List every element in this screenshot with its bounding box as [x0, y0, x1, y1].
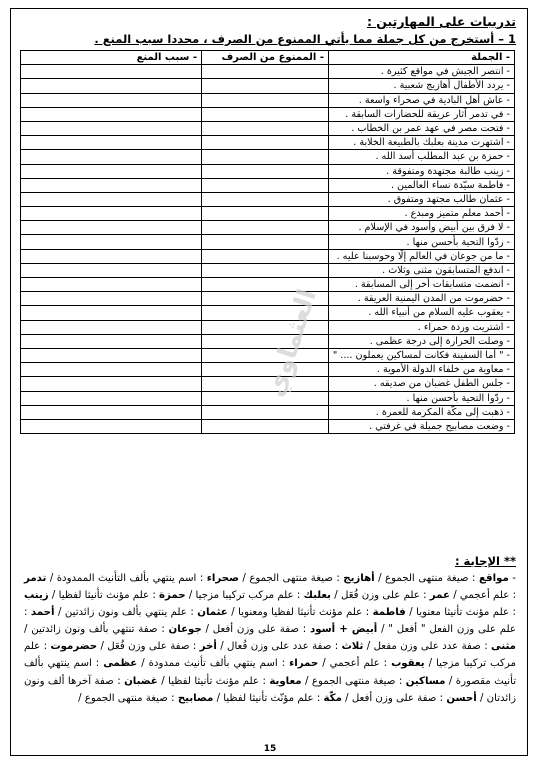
table-row	[21, 320, 515, 334]
sentence-cell: - اندفع المتسابقون مثنى وثلاث .	[329, 263, 515, 277]
answer-term: أخر	[199, 641, 217, 653]
table-row	[21, 136, 515, 150]
sentence-cell: - ردّوا التحية بأحسن منها .	[329, 235, 515, 249]
reason-cell[interactable]	[21, 292, 202, 306]
answer-reason: صفة عدد على وزن فُعال	[227, 641, 332, 653]
reason-cell[interactable]	[21, 278, 202, 292]
answer-reason: علم مركب تركيبا مزجيا	[24, 641, 516, 670]
table-row	[21, 150, 515, 164]
answer-term: يعقوب	[391, 658, 425, 670]
sentence-cell: - اشتريت وردة حمراء .	[329, 320, 515, 334]
forbidden-cell[interactable]	[202, 178, 329, 192]
reason-cell[interactable]	[21, 79, 202, 93]
answer-reason: علم ينتهي بألف ونون زائدتين	[64, 607, 187, 619]
table-row	[21, 419, 515, 433]
answer-term: أهازيج	[343, 573, 375, 584]
forbidden-cell[interactable]	[202, 164, 329, 178]
sentence-cell: - فاطمة سيّدة نساء العالمين .	[329, 178, 515, 192]
forbidden-cell[interactable]	[202, 121, 329, 135]
reason-cell[interactable]	[21, 363, 202, 377]
sentence-cell: - اشتهرت مدينة بعلبك بالطبيعة الخلابة .	[329, 136, 515, 150]
table-row	[21, 192, 515, 206]
reason-cell[interactable]	[21, 178, 202, 192]
answer-term: أحمد	[30, 607, 55, 619]
answer-reason: صيغة منتهى الجموع	[249, 573, 333, 584]
reason-cell[interactable]	[21, 235, 202, 249]
sentence-cell: - وضعت مصابيح جميلة في غرفتي .	[329, 419, 515, 433]
answer-term: أحسن	[446, 692, 477, 704]
table-row	[21, 292, 515, 306]
reason-cell[interactable]	[21, 320, 202, 334]
answer-reason: اسم ينتهي بألف تأنيث ممدودة	[148, 658, 278, 670]
forbidden-cell[interactable]	[202, 235, 329, 249]
table-row	[21, 107, 515, 121]
answer-reason: صفة على وزن أفعل	[351, 692, 437, 704]
answer-reason: صيغة منتهى الجموع	[385, 573, 469, 584]
reason-cell[interactable]	[21, 107, 202, 121]
table-row	[21, 249, 515, 263]
answer-term: ثلاث	[341, 641, 364, 653]
answer-term: جوعان	[168, 624, 202, 636]
answer-term: مثنى	[491, 641, 516, 653]
reason-cell[interactable]	[21, 121, 202, 135]
answer-reason: اسم ينتهي بألف تأنيث مقصورة	[24, 658, 517, 687]
answer-reason: صفة عدد على وزن مفعل	[373, 641, 481, 653]
reason-cell[interactable]	[21, 419, 202, 433]
forbidden-cell[interactable]	[202, 107, 329, 121]
sentence-cell: - " أما السفينة فكانت لمساكين يعملون .... "	[329, 348, 515, 362]
forbidden-cell[interactable]	[202, 192, 329, 206]
answer-reason: صفة آخرها ألف ونون زائدتان	[24, 675, 516, 704]
table-row	[21, 263, 515, 277]
page-number: 15	[263, 744, 277, 754]
answer-reason: صفة على وزن فُعَل	[107, 641, 190, 653]
answer-text: - مواقع : صيغة منتهى الجموع / أهازيج : صيغة منتهى الجموع / صحراء : اسم ينتهي بألف التأنيث الممدودة / تدمر : علم أعجمي / عمر : علم على وزن فُعَل / بعلبك : علم مركب تركيبا مزجيا / حمزة : علم مؤنث تأنيثا لفظيا / زينب : علم مؤنث تأنيثا معنويا / فاطمة : علم مؤنث تأنيثا لفظيا ومعنويا / عثمان : علم ينتهي بألف ونون زائدتين / أحمد : علم على وزن الفعل " أفعل " / أبيض + أسود : صفة على وزن أفعل / جوعان : صفة تنتهي بألف ونون زائدتين / مثنى : صفة عدد على وزن مفعل / ثلاث : صفة عدد على وزن فُعال / أخر : صفة على وزن فُعَل / حضرموت : علم مركب تركيبا مزجيا / يعقوب : علم أعجمي / حمراء : اسم ينتهي بألف تأنيث ممدودة / عظمى : اسم ينتهي بألف تأنيث مقصورة / مساكين : صيغة منتهى الجموع / معاوية : علم مؤنث تأنيثا لفظيا / غضبان : صفة آخرها ألف ونون زائدتان / أحسن : صفة على وزن أفعل / مكّة : علم مؤنّث تأنيثا لفظيا / مصابيح : صيغة منتهى الجموع /	[24, 573, 517, 704]
answer-term: مساكين	[405, 675, 446, 687]
sentence-cell: - لا فرق بين أبيض وأسود في الإسلام .	[329, 221, 515, 235]
sentence-cell: - انضمت متسابقات أخر إلى المسابقة .	[329, 278, 515, 292]
answer-reason: صفة تنتهي بألف ونون زائدتين	[31, 624, 158, 636]
answer-reason: علم أعجمي	[459, 590, 510, 602]
forbidden-cell[interactable]	[202, 93, 329, 107]
answer-reason: علم على وزن فُعَل	[341, 590, 420, 602]
forbidden-cell[interactable]	[202, 263, 329, 277]
table-row	[21, 405, 515, 419]
reason-cell[interactable]	[21, 192, 202, 206]
question-text: 1 – أستخرج من كل جملة مما يأتي الممنوع من الصرف ، محددا سبب المنع .	[94, 32, 516, 46]
sentence-cell: - جلس الطفل غضبان من صديقه .	[329, 377, 515, 391]
header-sentence: - الجملة	[329, 51, 515, 65]
table-row	[21, 178, 515, 192]
forbidden-cell[interactable]	[202, 136, 329, 150]
sentence-cell: - في تدمر آثار عريقة للحضارات السابقة .	[329, 107, 515, 121]
reason-cell[interactable]	[21, 207, 202, 221]
forbidden-cell[interactable]	[202, 419, 329, 433]
reason-cell[interactable]	[21, 93, 202, 107]
answer-term: بعلبك	[303, 590, 332, 602]
reason-cell[interactable]	[21, 391, 202, 405]
table-row	[21, 207, 515, 221]
reason-cell[interactable]	[21, 377, 202, 391]
sentence-cell: - معاوية من خلفاء الدولة الأموية .	[329, 363, 515, 377]
table-row	[21, 164, 515, 178]
answer-reason: علم مركب تركيبا مزجيا	[195, 590, 294, 602]
sentence-cell: - انتصر الجيش في مواقع كثيرة .	[329, 65, 515, 79]
table-row	[21, 348, 515, 362]
table-row	[21, 79, 515, 93]
watermark: العثماوي	[260, 285, 324, 401]
reason-cell[interactable]	[21, 150, 202, 164]
reason-cell[interactable]	[21, 263, 202, 277]
forbidden-cell[interactable]	[202, 405, 329, 419]
table-row	[21, 65, 515, 79]
answer-term: فاطمة	[372, 607, 406, 619]
answer-reason: علم أعجمي	[329, 658, 380, 670]
table-row	[21, 121, 515, 135]
sentence-cell: - فتحت مصر في عهد عمر بن الخطاب .	[329, 121, 515, 135]
answer-term: عظمى	[103, 658, 138, 670]
reason-cell[interactable]	[21, 405, 202, 419]
reason-cell[interactable]	[21, 348, 202, 362]
sentence-cell: - ذهبت إلى مكّة المكرمة للعمرة .	[329, 405, 515, 419]
reason-cell[interactable]	[21, 164, 202, 178]
answer-reason: صيغة منتهى الجموع	[84, 692, 168, 704]
reason-cell[interactable]	[21, 136, 202, 150]
answer-term: صحراء	[206, 573, 239, 584]
reason-cell[interactable]	[21, 306, 202, 320]
answer-term: غضبان	[124, 675, 158, 687]
table-row	[21, 306, 515, 320]
answer-reason: علم مؤنّث تأنيثا لفظيا	[223, 692, 314, 704]
sentence-cell: - يعقوب عليه السلام من أنبياء الله .	[329, 306, 515, 320]
reason-cell[interactable]	[21, 65, 202, 79]
answer-term: معاوية	[269, 675, 302, 687]
answer-reason: اسم ينتهي بألف التأنيث الممدودة	[56, 573, 197, 584]
answer-reason: صيغة منتهى الجموع	[311, 675, 396, 687]
sentence-cell: - يردد الأطفال أهازيج شعبية .	[329, 79, 515, 93]
sentence-cell: - ردّوا التحية بأحسن منها .	[329, 391, 515, 405]
page-heading: تدريبات على المهارتين :	[366, 14, 516, 29]
answer-term: حضرموت	[50, 641, 98, 653]
forbidden-cell[interactable]	[202, 348, 329, 362]
table-row	[21, 235, 515, 249]
header-reason: - سبب المنع	[21, 51, 202, 65]
forbidden-cell[interactable]	[202, 79, 329, 93]
answer-term: أبيض + أسود	[310, 624, 378, 636]
answer-reason: علم مؤنث تأنيثا معنويا	[416, 607, 510, 619]
answer-term: عثمان	[197, 607, 228, 619]
table-row	[21, 93, 515, 107]
table-row	[21, 334, 515, 348]
table-row	[21, 278, 515, 292]
answer-reason: علم مؤنث تأنيثا لفظيا	[168, 675, 260, 687]
reason-cell[interactable]	[21, 249, 202, 263]
answer-term: مكّة	[323, 692, 342, 704]
answer-reason: علم مؤنث تأنيثا لفظيا ومعنويا	[238, 607, 363, 619]
answer-term: مواقع	[478, 573, 509, 584]
sentence-cell: - ما من جوعان في العالم إلّا وحوسبنا عليه .	[329, 249, 515, 263]
answer-term: تدمر	[24, 573, 47, 584]
answer-term: عمر	[429, 590, 450, 602]
answer-term: حمراء	[289, 658, 319, 670]
table-header-row	[21, 51, 515, 65]
sentence-cell: - وصلت الحرارة إلى درجة عظمى .	[329, 334, 515, 348]
sentence-cell: - حضرموت من المدن اليمنية العريقة .	[329, 292, 515, 306]
sentence-cell: - حمزة بن عبد المطلب أسد الله .	[329, 150, 515, 164]
answer-reason: علم على وزن الفعل " أفعل "	[388, 624, 516, 636]
forbidden-cell[interactable]	[202, 207, 329, 221]
answer-term: مصابيح	[177, 692, 214, 704]
answer-reason: صفة على وزن أفعل	[212, 624, 300, 636]
reason-cell[interactable]	[21, 334, 202, 348]
reason-cell[interactable]	[21, 221, 202, 235]
answer-title: ** الإجابة :	[454, 554, 516, 568]
forbidden-cell[interactable]	[202, 249, 329, 263]
forbidden-cell[interactable]	[202, 150, 329, 164]
header-forbidden: - الممنوع من الصرف	[202, 51, 329, 65]
answer-reason: علم مؤنث تأنيثا لفظيا	[58, 590, 150, 602]
sentence-cell: - عثمان طالب مجتهد ومتفوق .	[329, 192, 515, 206]
sentence-cell: - عاش أهل البادية في صحراء واسعة .	[329, 93, 515, 107]
forbidden-cell[interactable]	[202, 221, 329, 235]
answer-term: حمزة	[159, 590, 186, 602]
answer-term: زينب	[24, 590, 49, 602]
table-row	[21, 221, 515, 235]
forbidden-cell[interactable]	[202, 65, 329, 79]
sentence-cell: - أحمد معلم متميز ومبدع .	[329, 207, 515, 221]
sentence-cell: - زينب طالبة مجتهدة ومتفوقة .	[329, 164, 515, 178]
